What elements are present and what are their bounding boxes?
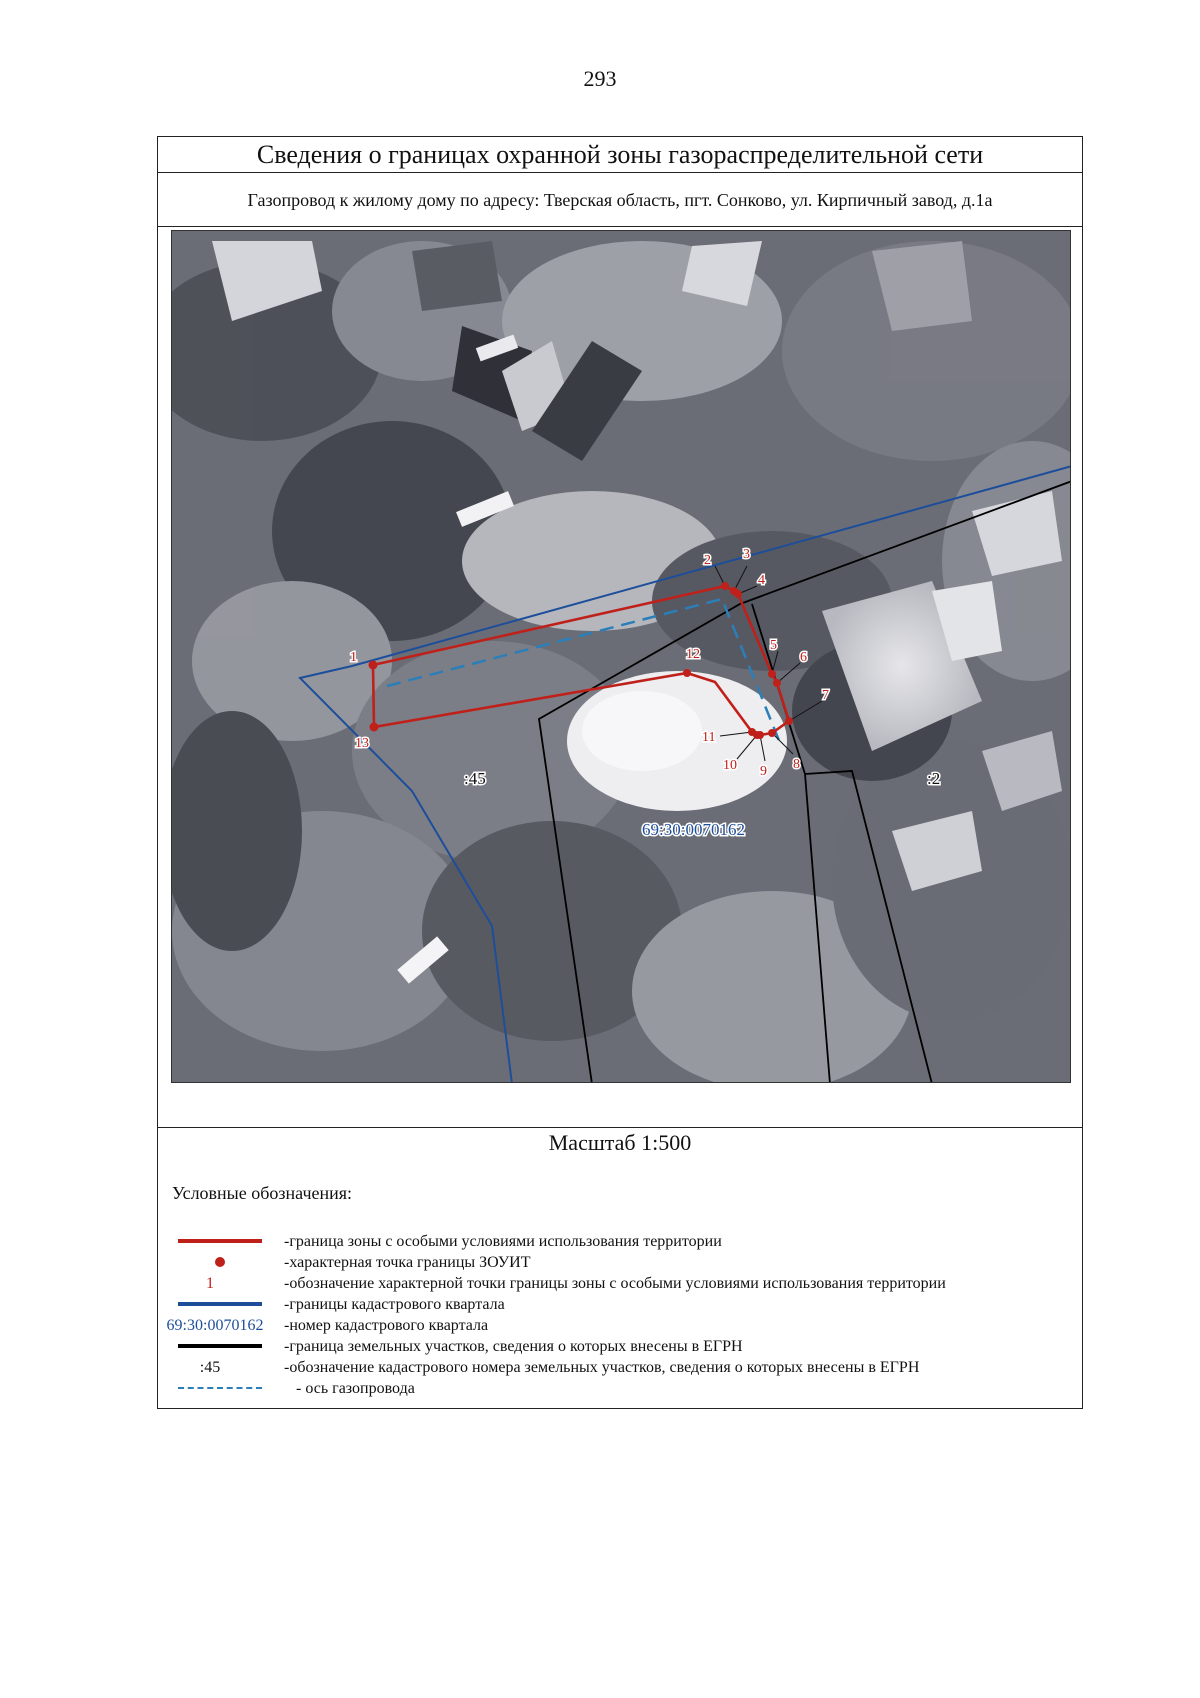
document-title: Сведения о границах охранной зоны газораспределительной сети: [158, 137, 1082, 173]
legend-item-zone-point: -характерная точка границы ЗОУИТ: [158, 1252, 1082, 1273]
legend-title: Условные обозначения:: [172, 1183, 353, 1203]
page-number: 293: [583, 66, 617, 91]
point-label-7: 7: [822, 688, 829, 703]
red-line-icon: [178, 1239, 262, 1243]
point-label-3: 3: [743, 547, 750, 562]
point-label-10: 10: [723, 758, 737, 773]
legend-item-parcel-boundary: -граница земельных участков, сведения о которых внесены в ЕГРН: [158, 1336, 1082, 1357]
document-subtitle: Газопровод к жилому дому по адресу: Тверская область, пгт. Сонково, ул. Кирпичный завод, д.1а: [158, 173, 1082, 227]
blue-line-icon: [178, 1302, 262, 1306]
point-label-4: 4: [758, 573, 765, 588]
legend-parcel-number-sample: :45: [199, 1359, 221, 1376]
map-divider: [158, 1127, 1082, 1128]
legend-point-label-sample: 1: [206, 1275, 214, 1292]
document-frame: [157, 136, 1083, 1409]
point-label-1: 1: [350, 650, 357, 665]
legend-item-quarter-number: 69:30:0070162 -номер кадастрового квартала: [158, 1315, 1082, 1336]
legend-item-pipeline-axis: - ось газопровода: [158, 1378, 1082, 1399]
legend-quarter-number-sample: 69:30:0070162: [166, 1317, 264, 1334]
map-canvas: [172, 231, 1071, 1083]
legend-item-quarter-boundary: -границы кадастрового квартала: [158, 1294, 1082, 1315]
point-label-6: 6: [800, 650, 807, 665]
point-label-5: 5: [770, 638, 777, 653]
aerial-map: [171, 230, 1071, 1083]
red-dot-icon: [215, 1257, 225, 1267]
point-label-9: 9: [760, 764, 767, 779]
legend-item-parcel-number: :45 -обозначение кадастрового номера земельных участков, сведения о которых внесены в ЕГРН: [158, 1357, 1082, 1378]
point-label-8: 8: [793, 757, 800, 772]
point-label-13: 13: [355, 736, 369, 751]
legend-item-point-label: 1 -обозначение характерной точки границы зоны с особыми условиями использования территории: [158, 1273, 1082, 1294]
point-label-11: 11: [702, 730, 716, 745]
dashed-line-icon: [178, 1387, 262, 1389]
legend-item-zone-boundary: -граница зоны с особыми условиями использования территории: [158, 1231, 1082, 1252]
quarter-label: 69:30:0070162: [642, 820, 745, 839]
point-label-12: 12: [686, 647, 700, 662]
black-line-icon: [178, 1344, 262, 1348]
map-scale: Масштаб 1:500: [548, 1130, 692, 1155]
point-label-2: 2: [704, 553, 711, 568]
parcel-label-45: :45: [464, 769, 486, 788]
parcel-label-2: :2: [927, 769, 941, 788]
